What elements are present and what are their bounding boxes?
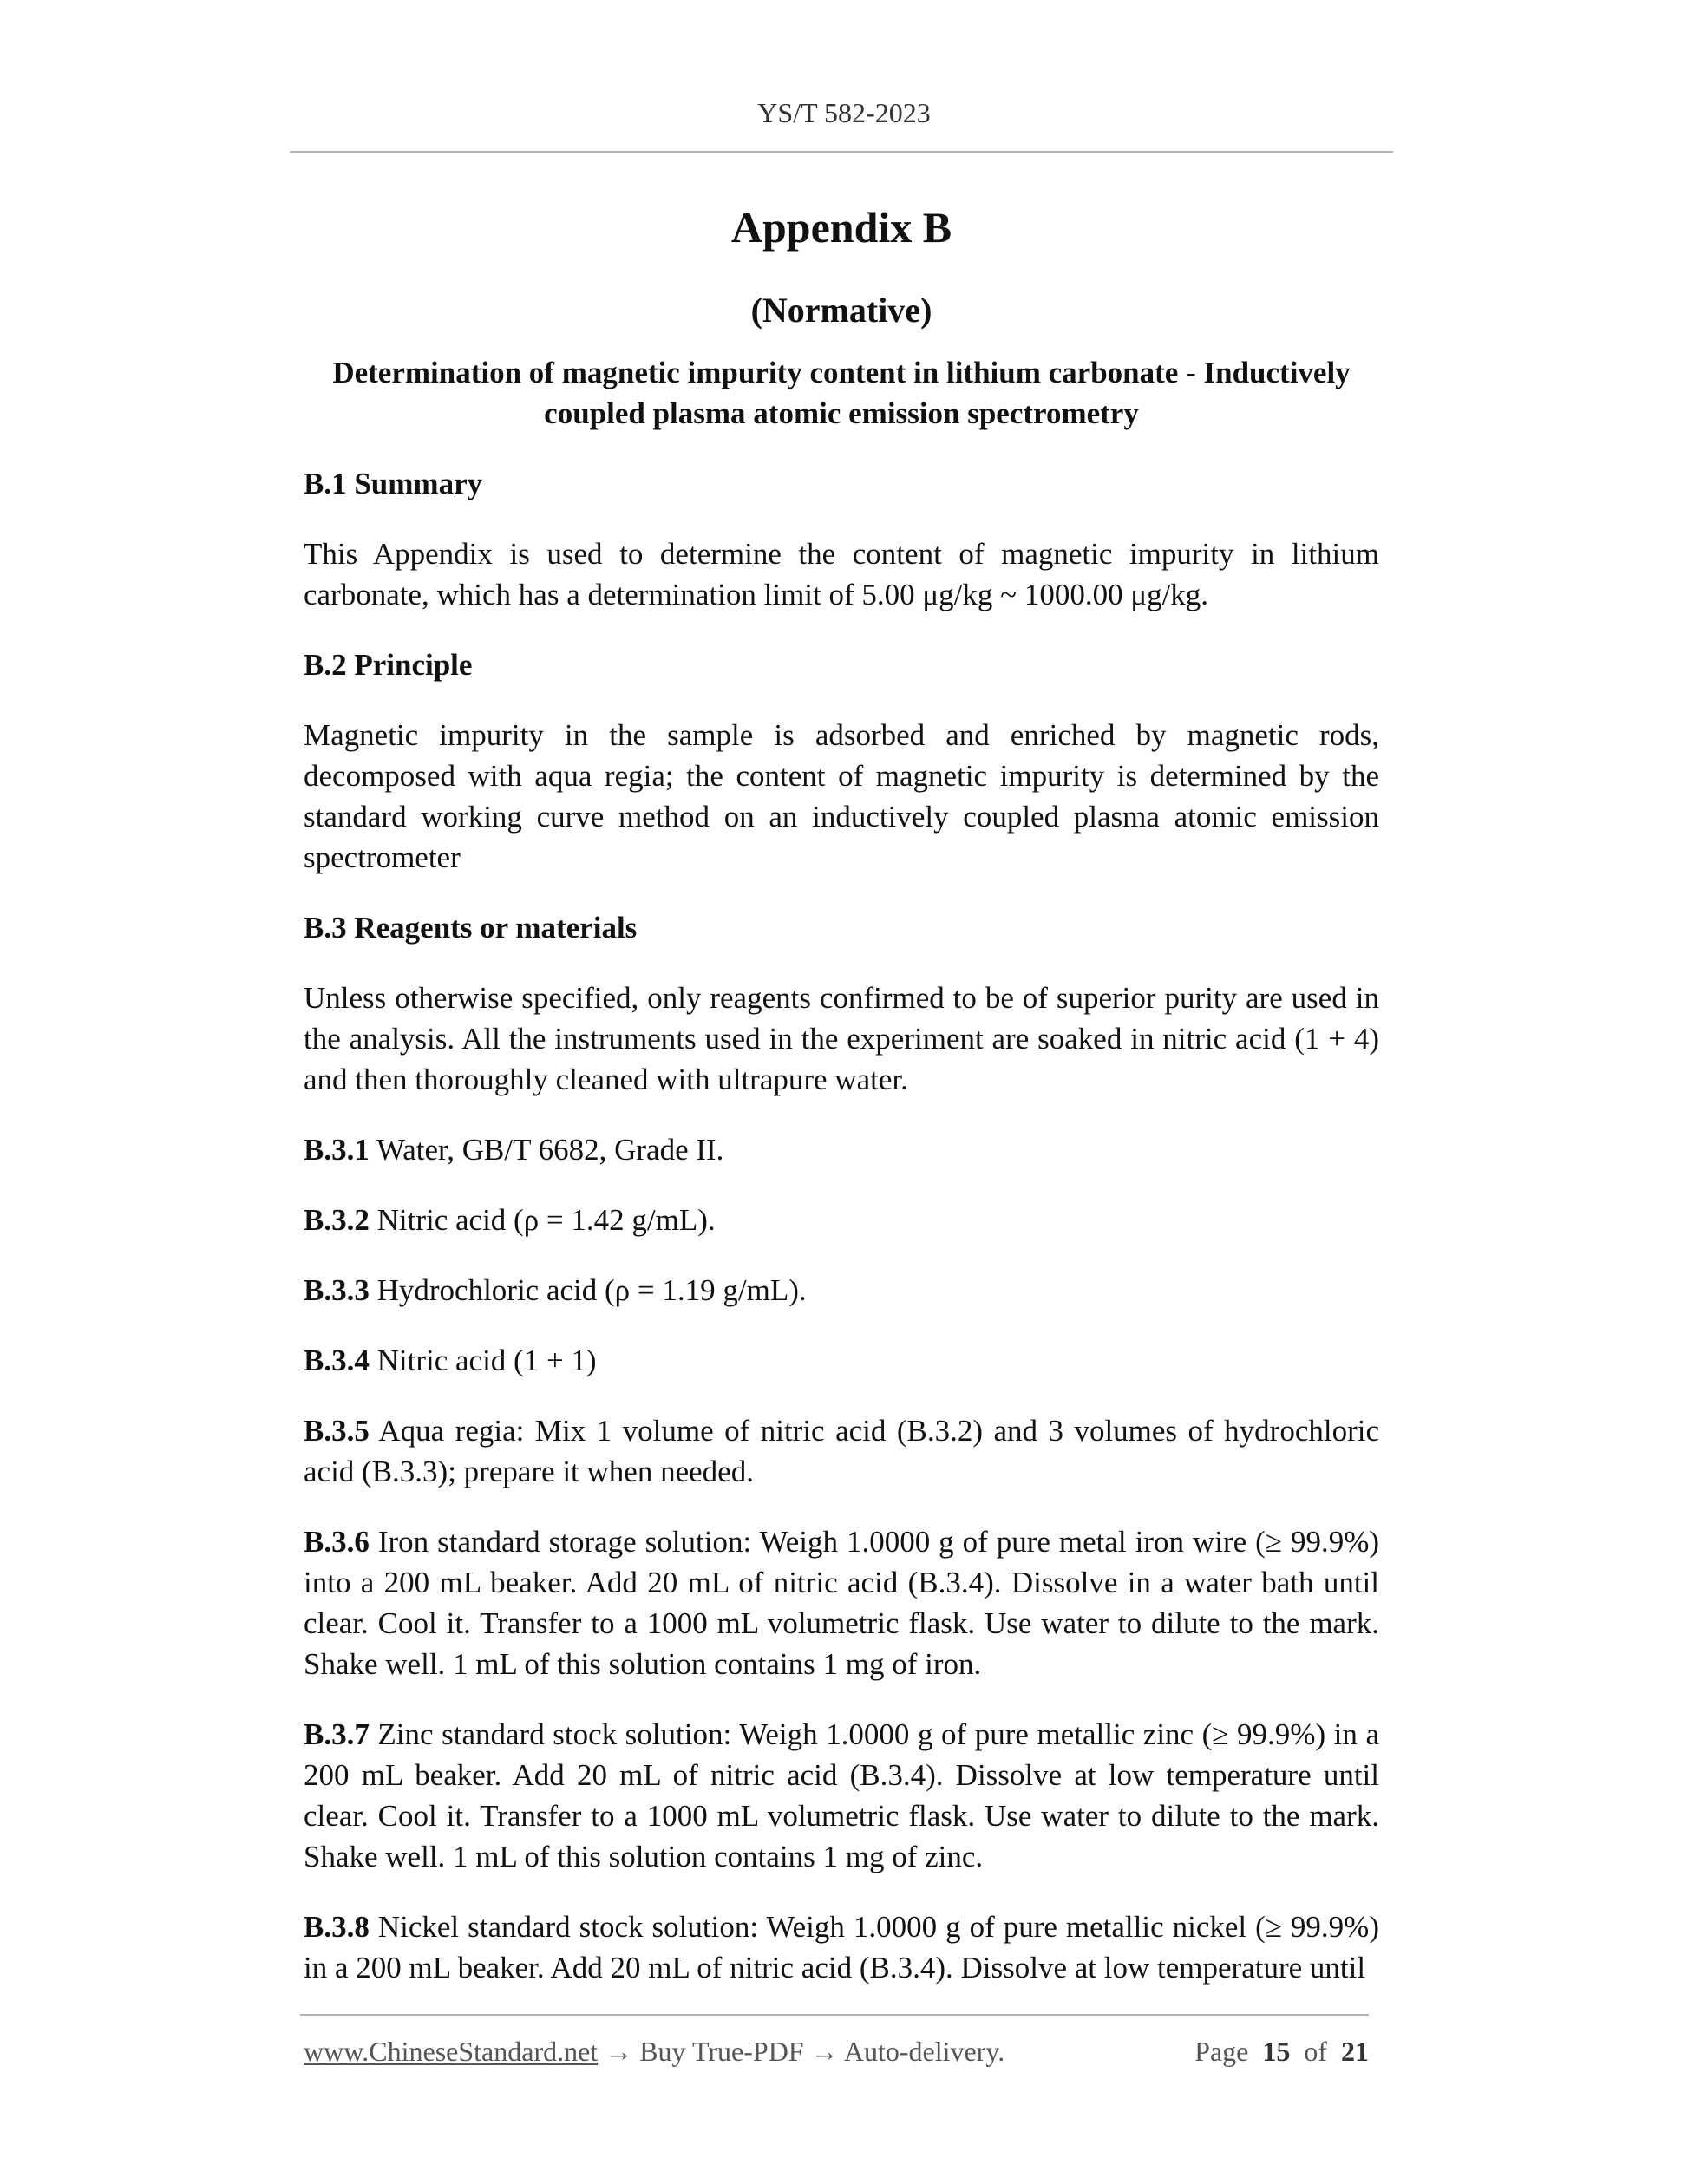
clause-b-3-2 — [304, 1200, 1379, 1240]
clause-b-3-7 — [304, 1714, 1379, 1877]
appendix-nature: (Normative) — [750, 291, 932, 330]
clause-number: B.3.5 — [304, 1414, 370, 1448]
clause-number: B.3.8 — [304, 1910, 370, 1944]
clause-b-3-3 — [304, 1270, 1379, 1311]
footer-divider — [300, 2014, 1369, 2016]
arrow-right-icon: → — [810, 2036, 839, 2067]
footer-promo — [304, 2033, 1004, 2070]
clause-number: B.3.1 — [304, 1133, 370, 1167]
clause-b-3-6 — [304, 1521, 1379, 1684]
appendix-heading: Determination of magnetic impurity content in lithium carbonate - Inductively coupled plasma atomic emission spectrometry — [332, 356, 1351, 430]
page-label: Page — [1194, 2036, 1249, 2067]
clause-b-3-1 — [304, 1129, 1379, 1170]
section-title-summary: B.1 Summary — [304, 467, 483, 500]
section-title-reagents: B.3 Reagents or materials — [304, 911, 638, 945]
clause-text: Iron standard storage solution: Weigh 1.0000 g of pure metal iron wire (≥ 99.9%) into a 200 mL beaker. Add 20 mL of nitric acid (B.3.4). Dissolve in a water bath until clear. Cool it. Transfer to a 1000 mL volumetric flask. Use water to dilute to the mark. Shake well. 1 mL of this solution contains 1 mg of iron. — [304, 1525, 1380, 1681]
clause-text: Nitric acid (1 + 1) — [376, 1344, 597, 1377]
header-divider — [290, 151, 1393, 153]
clause-b-3-5 — [304, 1410, 1379, 1492]
section-title-principle: B.2 Principle — [304, 648, 473, 682]
page-content — [304, 198, 1379, 1988]
website-link[interactable]: www.ChineseStandard.net — [304, 2036, 599, 2067]
clause-text: Nickel standard stock solution: Weigh 1.0000 g of pure metallic nickel (≥ 99.9%) in a 200 mL beaker. Add 20 mL of nitric acid (B.3.4). Dissolve at low temperature until — [304, 1910, 1379, 1985]
buy-true-pdf-text: Buy True-PDF — [639, 2036, 804, 2067]
clause-number: B.3.6 — [304, 1525, 370, 1559]
reagents-intro: Unless otherwise specified, only reagents confirmed to be of superior purity are used in the analysis. All the instruments used in the experiment are soaked in nitric acid (1 + 4) and then thoroughly cleaned with ultrapure water. — [304, 981, 1379, 1096]
clause-number: B.3.2 — [304, 1203, 370, 1237]
principle-text: Magnetic impurity in the sample is adsorbed and enriched by magnetic rods, decomposed with aqua regia; the content of magnetic impurity is determined by the standard working curve method on an inductively coupled plasma atomic emission spectrometer — [304, 718, 1379, 874]
clause-number: B.3.4 — [304, 1344, 370, 1377]
current-page-number: 15 — [1262, 2036, 1291, 2067]
clause-text: Hydrochloric acid (ρ = 1.19 g/mL). — [376, 1273, 807, 1307]
clause-b-3-4 — [304, 1340, 1379, 1381]
auto-delivery-text: Auto-delivery. — [843, 2036, 1005, 2067]
appendix-title: Appendix B — [730, 203, 952, 252]
clause-number: B.3.7 — [304, 1717, 370, 1751]
clause-number: B.3.3 — [304, 1273, 370, 1307]
of-label: of — [1304, 2036, 1327, 2067]
clause-text: Aqua regia: Mix 1 volume of nitric acid (B.3.2) and 3 volumes of hydrochloric acid (B.3.3); prepare it when needed. — [304, 1414, 1379, 1488]
clause-text: Zinc standard stock solution: Weigh 1.0000 g of pure metallic zinc (≥ 99.9%) in a 200 mL beaker. Add 20 mL of nitric acid (B.3.4). Dissolve at low temperature until clear. Cool it. Transfer to a 1000 mL volumetric flask. Use water to dilute to the mark. Shake well. 1 mL of this solution contains 1 mg of zinc. — [304, 1717, 1379, 1873]
standard-id: YS/T 582-2023 — [757, 97, 931, 128]
clause-text: Nitric acid (ρ = 1.42 g/mL). — [376, 1203, 716, 1237]
total-pages-number: 21 — [1341, 2036, 1369, 2067]
page-indicator — [1194, 2033, 1369, 2070]
arrow-right-icon: → — [605, 2036, 633, 2067]
clause-b-3-8 — [304, 1906, 1379, 1988]
summary-text: This Appendix is used to determine the content of magnetic impurity in lithium carbonate, which has a determination limit of 5.00 μg/kg ~ 1000.00 μg/kg. — [304, 537, 1379, 611]
clause-text: Water, GB/T 6682, Grade II. — [376, 1133, 724, 1167]
